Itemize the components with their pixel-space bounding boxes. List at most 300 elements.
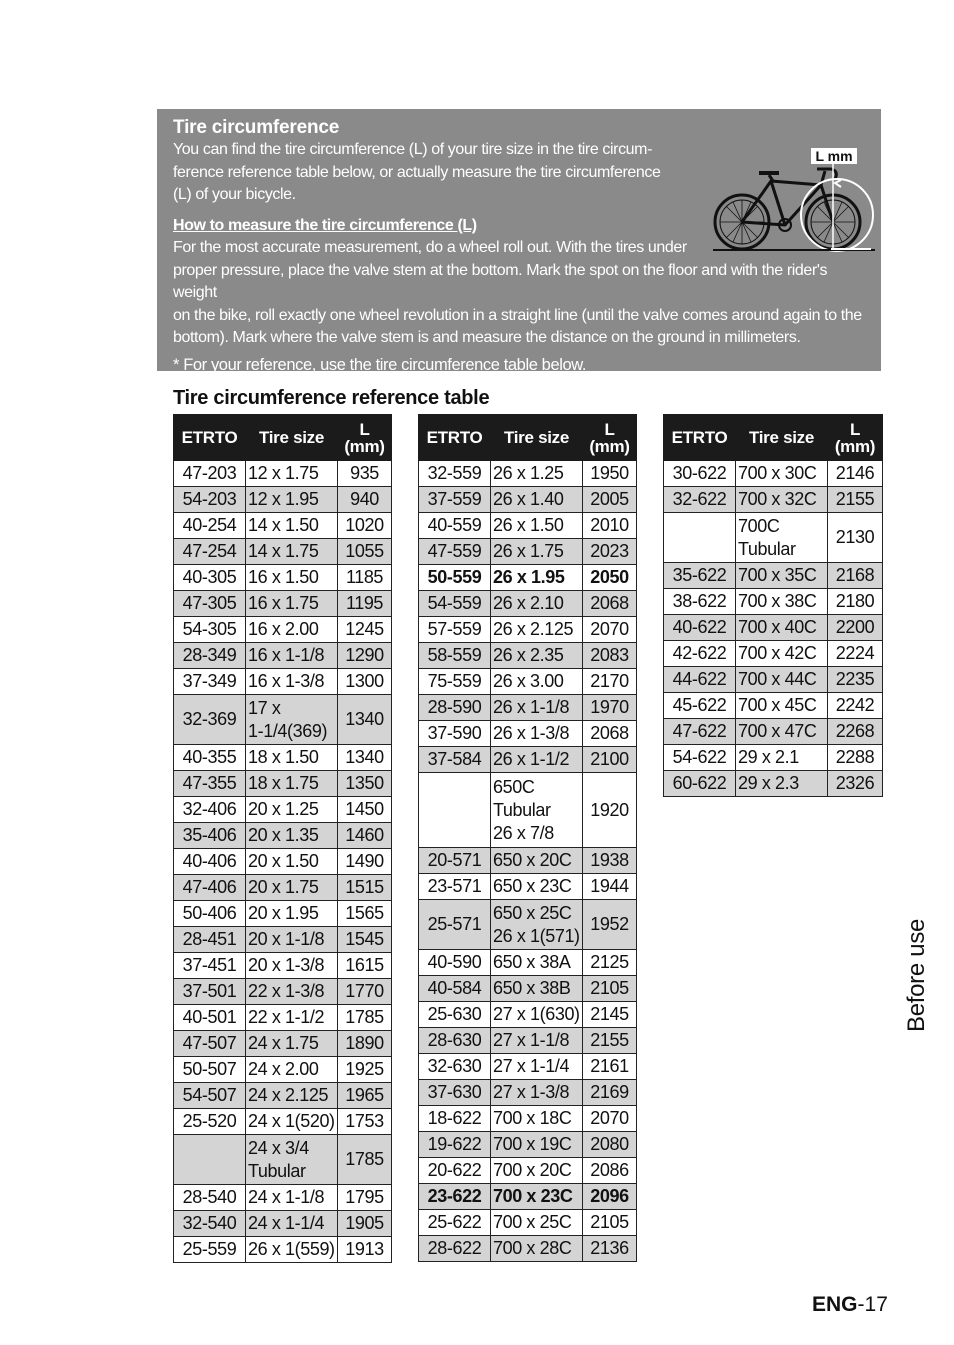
bike-label: L mm <box>815 148 853 164</box>
header-etrto: ETRTO <box>419 415 491 461</box>
header-l: L <box>604 419 615 439</box>
tire-size-line: 24 x 1.75 <box>248 1033 319 1053</box>
tire-size-line: 700 x 19C <box>493 1134 572 1154</box>
tire-size-cell <box>736 563 828 589</box>
etrto-cell: 28-451 <box>174 927 246 953</box>
tire-size-cell <box>736 641 828 667</box>
tire-size-cell <box>246 797 338 823</box>
tire-size-cell <box>491 1054 583 1080</box>
circumference-cell: 1020 <box>338 513 392 539</box>
etrto-cell: 47-559 <box>419 539 491 565</box>
tire-size-cell <box>246 1083 338 1109</box>
circumference-cell: 1965 <box>338 1083 392 1109</box>
table-row <box>174 1083 392 1109</box>
table-row <box>664 615 883 641</box>
table-row <box>174 1237 392 1263</box>
etrto-cell: 75-559 <box>419 669 491 695</box>
table-row <box>174 1109 392 1135</box>
table-row <box>174 565 392 591</box>
table-header-row <box>664 415 883 461</box>
circumference-cell: 2023 <box>583 539 637 565</box>
table-row <box>174 927 392 953</box>
table-row <box>419 1080 637 1106</box>
table-row <box>419 950 637 976</box>
tire-size-line: 650 x 20C <box>493 850 572 870</box>
table-row <box>419 900 637 950</box>
table-row <box>419 1054 637 1080</box>
header-etrto: ETRTO <box>664 415 736 461</box>
circumference-cell: 1913 <box>338 1237 392 1263</box>
tire-size-line: 24 x 1-1/4 <box>248 1213 325 1233</box>
tire-size-line: 700 x 47C <box>738 721 817 741</box>
tire-size-cell <box>491 539 583 565</box>
header-l: L <box>359 419 370 439</box>
tire-size-cell <box>246 617 338 643</box>
table-row <box>174 1211 392 1237</box>
intro-line: (L) of your bicycle. <box>173 186 296 203</box>
table-row <box>419 1106 637 1132</box>
table-row <box>419 695 637 721</box>
header-l-mm <box>338 415 392 461</box>
etrto-cell: 35-622 <box>664 563 736 589</box>
circumference-cell: 2146 <box>828 461 883 487</box>
etrto-cell: 45-622 <box>664 693 736 719</box>
tire-size-cell <box>491 487 583 513</box>
circumference-cell: 2180 <box>828 589 883 615</box>
howto-title: How to measure the tire circumference (L) <box>173 216 477 234</box>
tire-size-line: 24 x 3/4 <box>248 1137 309 1158</box>
tire-size-line: 700 x 30C <box>738 463 817 483</box>
circumference-cell: 2005 <box>583 487 637 513</box>
etrto-cell: 47-355 <box>174 771 246 797</box>
tire-size-cell <box>491 461 583 487</box>
tire-size-cell <box>246 695 338 745</box>
howto-line: proper pressure, place the valve stem at the bottom. Mark the spot on the floor and with the rider's weight <box>173 261 828 301</box>
tire-size-line: 26 x 1-3/8 <box>493 723 570 743</box>
tire-size-line: 17 x <box>248 697 281 718</box>
etrto-cell: 37-501 <box>174 979 246 1005</box>
tire-size-cell <box>246 979 338 1005</box>
circumference-cell: 1925 <box>338 1057 392 1083</box>
circumference-table-2 <box>418 414 637 1262</box>
info-title: Tire circumference <box>173 117 340 138</box>
etrto-cell: 40-590 <box>419 950 491 976</box>
tire-size-line: 26 x 1(571) <box>493 925 580 946</box>
table-row <box>419 874 637 900</box>
table-row <box>664 771 883 797</box>
tire-size-line: 16 x 1-1/8 <box>248 645 325 665</box>
etrto-cell: 40-254 <box>174 513 246 539</box>
table-row <box>419 643 637 669</box>
table-row <box>419 461 637 487</box>
header-mm: (mm) <box>834 436 876 456</box>
circumference-cell: 1545 <box>338 927 392 953</box>
tire-size-cell <box>491 1132 583 1158</box>
table-row <box>174 1057 392 1083</box>
tire-size-cell <box>491 643 583 669</box>
tire-size-cell <box>246 849 338 875</box>
tire-size-line: 650 x 23C <box>493 876 572 896</box>
tire-size-cell <box>491 848 583 874</box>
header-tire-size: Tire size <box>491 415 583 461</box>
tire-size-cell <box>491 721 583 747</box>
header-etrto: ETRTO <box>174 415 246 461</box>
circumference-cell: 1938 <box>583 848 637 874</box>
etrto-cell: 40-406 <box>174 849 246 875</box>
tire-size-cell <box>246 461 338 487</box>
etrto-cell: 50-559 <box>419 565 491 591</box>
circumference-cell: 1055 <box>338 539 392 565</box>
circumference-cell: 1460 <box>338 823 392 849</box>
tire-size-cell <box>246 953 338 979</box>
circumference-cell: 2125 <box>583 950 637 976</box>
circumference-cell: 935 <box>338 461 392 487</box>
table-row <box>419 1002 637 1028</box>
etrto-cell: 19-622 <box>419 1132 491 1158</box>
tire-size-line: 16 x 1-3/8 <box>248 671 325 691</box>
tire-size-line: 12 x 1.95 <box>248 489 319 509</box>
tire-size-cell <box>491 1080 583 1106</box>
etrto-cell: 32-540 <box>174 1211 246 1237</box>
etrto-cell: 25-520 <box>174 1109 246 1135</box>
tire-size-cell <box>246 1005 338 1031</box>
header-tire-size: Tire size <box>736 415 828 461</box>
circumference-cell: 1944 <box>583 874 637 900</box>
circumference-cell: 1245 <box>338 617 392 643</box>
etrto-cell: 32-406 <box>174 797 246 823</box>
tire-size-cell <box>246 823 338 849</box>
circumference-cell: 2242 <box>828 693 883 719</box>
table-row <box>664 667 883 693</box>
etrto-cell: 47-305 <box>174 591 246 617</box>
tire-size-line: 18 x 1.50 <box>248 747 319 767</box>
page-prefix: ENG <box>812 1293 858 1316</box>
circumference-cell: 2170 <box>583 669 637 695</box>
circumference-cell: 1770 <box>338 979 392 1005</box>
tire-size-line: 12 x 1.75 <box>248 463 319 483</box>
tire-size-line: 700 x 32C <box>738 489 817 509</box>
table-row <box>174 617 392 643</box>
tire-size-cell <box>491 1158 583 1184</box>
table-row <box>174 823 392 849</box>
circumference-cell: 1950 <box>583 461 637 487</box>
table-row <box>419 848 637 874</box>
table-header-row <box>419 415 637 461</box>
table-row <box>174 695 392 745</box>
intro-line: ference reference table below, or actually measure the tire circumference <box>173 163 661 181</box>
circumference-cell: 2326 <box>828 771 883 797</box>
tire-size-cell <box>246 927 338 953</box>
etrto-cell: 40-559 <box>419 513 491 539</box>
header-mm: (mm) <box>344 436 385 456</box>
circumference-cell: 2010 <box>583 513 637 539</box>
table-row <box>419 721 637 747</box>
table-row <box>174 849 392 875</box>
etrto-cell: 54-622 <box>664 745 736 771</box>
etrto-cell: 54-305 <box>174 617 246 643</box>
tire-size-line: 27 x 1(630) <box>493 1004 580 1024</box>
circumference-cell: 1490 <box>338 849 392 875</box>
circumference-cell: 2086 <box>583 1158 637 1184</box>
circumference-cell: 2268 <box>828 719 883 745</box>
header-l-mm <box>828 415 883 461</box>
circumference-cell: 2080 <box>583 1132 637 1158</box>
etrto-cell: 20-571 <box>419 848 491 874</box>
tire-size-line: 22 x 1-3/8 <box>248 981 325 1001</box>
etrto-cell: 47-254 <box>174 539 246 565</box>
circumference-cell: 1785 <box>338 1005 392 1031</box>
tire-size-line: 650 x 38B <box>493 978 571 998</box>
tire-size-line: 29 x 2.3 <box>738 773 799 793</box>
circumference-cell: 1952 <box>583 900 637 950</box>
tire-size-line: 16 x 1.50 <box>248 567 319 587</box>
page-number <box>812 1293 888 1317</box>
tire-size-cell <box>491 1210 583 1236</box>
table-row <box>174 643 392 669</box>
circumference-cell: 1185 <box>338 565 392 591</box>
tire-size-line: 20 x 1.35 <box>248 825 319 845</box>
tire-size-cell <box>736 719 828 745</box>
tire-size-cell <box>491 747 583 773</box>
tire-size-cell <box>246 669 338 695</box>
tire-size-line: 24 x 1-1/8 <box>248 1187 325 1207</box>
header-l-mm <box>583 415 637 461</box>
reference-note: * For your reference, use the tire circumference table below. <box>173 355 587 374</box>
tire-size-line: Tubular <box>493 799 551 820</box>
tire-size-line: 26 x 2.125 <box>493 619 574 639</box>
circumference-cell: 2083 <box>583 643 637 669</box>
howto-line: bottom). Mark where the valve stem is and measure the distance on the ground in millimeters. <box>173 329 801 346</box>
circumference-cell: 2105 <box>583 976 637 1002</box>
circumference-cell: 2155 <box>583 1028 637 1054</box>
table-row <box>664 745 883 771</box>
table-row <box>419 1236 637 1262</box>
tire-size-line: 20 x 1.25 <box>248 799 319 819</box>
tire-size-cell <box>246 1135 338 1185</box>
tire-size-cell <box>736 615 828 641</box>
tire-size-line: 16 x 2.00 <box>248 619 319 639</box>
circumference-cell: 940 <box>338 487 392 513</box>
circumference-cell: 2130 <box>828 513 883 563</box>
circumference-cell: 1340 <box>338 695 392 745</box>
table-body <box>664 461 883 797</box>
circumference-cell: 1290 <box>338 643 392 669</box>
tire-size-line: 20 x 1.75 <box>248 877 319 897</box>
etrto-cell: 50-406 <box>174 901 246 927</box>
etrto-cell: 47-203 <box>174 461 246 487</box>
tire-size-cell <box>246 1237 338 1263</box>
circumference-cell: 2050 <box>583 565 637 591</box>
circumference-cell: 1515 <box>338 875 392 901</box>
tire-size-cell <box>491 565 583 591</box>
tire-size-cell <box>736 487 828 513</box>
tire-size-line: 26 x 7/8 <box>493 822 554 843</box>
tire-size-line: 26 x 1(559) <box>248 1239 335 1259</box>
tire-size-line: 26 x 1.75 <box>493 541 564 561</box>
circumference-cell: 2224 <box>828 641 883 667</box>
table-row <box>174 513 392 539</box>
reference-table-title: Tire circumference reference table <box>173 387 490 409</box>
tire-size-cell <box>491 669 583 695</box>
table-header-row <box>174 415 392 461</box>
etrto-cell: 54-203 <box>174 487 246 513</box>
tire-size-cell <box>246 565 338 591</box>
tire-size-line: 700 x 40C <box>738 617 817 637</box>
table-row <box>174 1005 392 1031</box>
tire-size-line: 27 x 1-1/8 <box>493 1030 570 1050</box>
tire-size-cell <box>246 1109 338 1135</box>
table-row <box>419 487 637 513</box>
table-row <box>419 1028 637 1054</box>
etrto-cell: 38-622 <box>664 589 736 615</box>
etrto-cell: 37-630 <box>419 1080 491 1106</box>
tire-size-line: 27 x 1-3/8 <box>493 1082 570 1102</box>
etrto-cell: 57-559 <box>419 617 491 643</box>
tire-size-cell <box>736 589 828 615</box>
howto-line: on the bike, roll exactly one wheel revolution in a straight line (until the valve comes around again to the <box>173 306 862 324</box>
etrto-cell: 28-540 <box>174 1185 246 1211</box>
etrto-cell: 32-630 <box>419 1054 491 1080</box>
circumference-cell: 1795 <box>338 1185 392 1211</box>
tire-size-cell <box>491 1002 583 1028</box>
table-row <box>419 976 637 1002</box>
table-row <box>419 1158 637 1184</box>
table-row <box>174 1031 392 1057</box>
header-mm: (mm) <box>589 436 630 456</box>
table-row <box>664 513 883 563</box>
tire-size-line: 650 x 25C <box>493 902 572 923</box>
table-row <box>664 563 883 589</box>
tire-size-line: 24 x 2.00 <box>248 1059 319 1079</box>
tire-size-cell <box>491 773 583 848</box>
tire-size-cell <box>246 539 338 565</box>
circumference-table-3 <box>663 414 883 797</box>
tire-size-cell <box>246 1211 338 1237</box>
tire-size-line: 24 x 2.125 <box>248 1085 329 1105</box>
tire-size-cell <box>246 745 338 771</box>
table-row <box>174 771 392 797</box>
tire-size-line: 26 x 2.10 <box>493 593 564 613</box>
circumference-cell: 1450 <box>338 797 392 823</box>
tire-size-line: 700 x 23C <box>493 1186 573 1206</box>
circumference-cell: 2235 <box>828 667 883 693</box>
etrto-cell: 32-559 <box>419 461 491 487</box>
table-row <box>419 513 637 539</box>
tire-size-line: 26 x 2.35 <box>493 645 564 665</box>
etrto-cell: 40-584 <box>419 976 491 1002</box>
etrto-cell: 47-406 <box>174 875 246 901</box>
circumference-cell: 2155 <box>828 487 883 513</box>
etrto-cell: 47-622 <box>664 719 736 745</box>
circumference-cell: 1340 <box>338 745 392 771</box>
table-row <box>174 461 392 487</box>
tire-size-line: 20 x 1.50 <box>248 851 319 871</box>
etrto-cell: 37-451 <box>174 953 246 979</box>
etrto-cell: 18-622 <box>419 1106 491 1132</box>
circumference-cell: 2070 <box>583 617 637 643</box>
table-row <box>419 669 637 695</box>
tire-size-line: 700 x 38C <box>738 591 817 611</box>
tire-size-cell <box>246 487 338 513</box>
etrto-cell: 37-584 <box>419 747 491 773</box>
tire-size-line: Tubular <box>738 538 796 559</box>
table-row <box>174 591 392 617</box>
table-row <box>174 487 392 513</box>
table-body <box>174 461 392 1263</box>
circumference-cell: 1753 <box>338 1109 392 1135</box>
table-row <box>174 901 392 927</box>
table-row <box>174 797 392 823</box>
tire-size-line: 26 x 1.95 <box>493 567 565 587</box>
tire-size-line: 650C <box>493 776 535 797</box>
etrto-cell: 54-559 <box>419 591 491 617</box>
etrto-cell: 28-622 <box>419 1236 491 1262</box>
tire-size-cell <box>736 745 828 771</box>
tire-size-cell <box>246 901 338 927</box>
etrto-cell: 54-507 <box>174 1083 246 1109</box>
tire-size-line: 14 x 1.50 <box>248 515 319 535</box>
table-row <box>174 1135 392 1185</box>
tire-size-cell <box>491 1028 583 1054</box>
table-row <box>419 617 637 643</box>
table-row <box>419 1210 637 1236</box>
circumference-cell: 1300 <box>338 669 392 695</box>
tire-size-cell <box>246 1057 338 1083</box>
tire-size-cell <box>491 617 583 643</box>
table-row <box>174 953 392 979</box>
tire-size-cell <box>491 591 583 617</box>
tire-size-line: 700C <box>738 515 780 536</box>
howto-line: For the most accurate measurement, do a wheel roll out. With the tires under <box>173 239 687 256</box>
table-row <box>664 641 883 667</box>
circumference-table-1 <box>173 414 392 1263</box>
tire-size-line: 20 x 1.95 <box>248 903 319 923</box>
table-row <box>419 565 637 591</box>
circumference-cell: 2068 <box>583 591 637 617</box>
etrto-cell: 37-559 <box>419 487 491 513</box>
etrto-cell: 28-630 <box>419 1028 491 1054</box>
etrto-cell: 23-571 <box>419 874 491 900</box>
circumference-cell: 2145 <box>583 1002 637 1028</box>
tire-size-line: 26 x 3.00 <box>493 671 564 691</box>
etrto-cell: 42-622 <box>664 641 736 667</box>
etrto-cell <box>174 1135 246 1185</box>
etrto-cell: 25-622 <box>419 1210 491 1236</box>
etrto-cell: 20-622 <box>419 1158 491 1184</box>
tire-size-line: 650 x 38A <box>493 952 571 972</box>
circumference-cell: 2070 <box>583 1106 637 1132</box>
tire-size-line: 700 x 25C <box>493 1212 572 1232</box>
table-row <box>664 719 883 745</box>
etrto-cell: 37-590 <box>419 721 491 747</box>
circumference-cell: 1970 <box>583 695 637 721</box>
table-row <box>174 1185 392 1211</box>
tire-size-line: 14 x 1.75 <box>248 541 319 561</box>
etrto-cell: 32-369 <box>174 695 246 745</box>
etrto-cell: 25-630 <box>419 1002 491 1028</box>
etrto-cell: 40-622 <box>664 615 736 641</box>
tire-size-cell <box>491 1106 583 1132</box>
circumference-cell: 2169 <box>583 1080 637 1106</box>
etrto-cell: 35-406 <box>174 823 246 849</box>
tire-size-cell <box>246 1031 338 1057</box>
table-row <box>419 773 637 848</box>
circumference-cell: 2161 <box>583 1054 637 1080</box>
circumference-cell: 1890 <box>338 1031 392 1057</box>
tire-size-line: 26 x 1.40 <box>493 489 564 509</box>
etrto-cell: 47-507 <box>174 1031 246 1057</box>
table-row <box>419 1132 637 1158</box>
